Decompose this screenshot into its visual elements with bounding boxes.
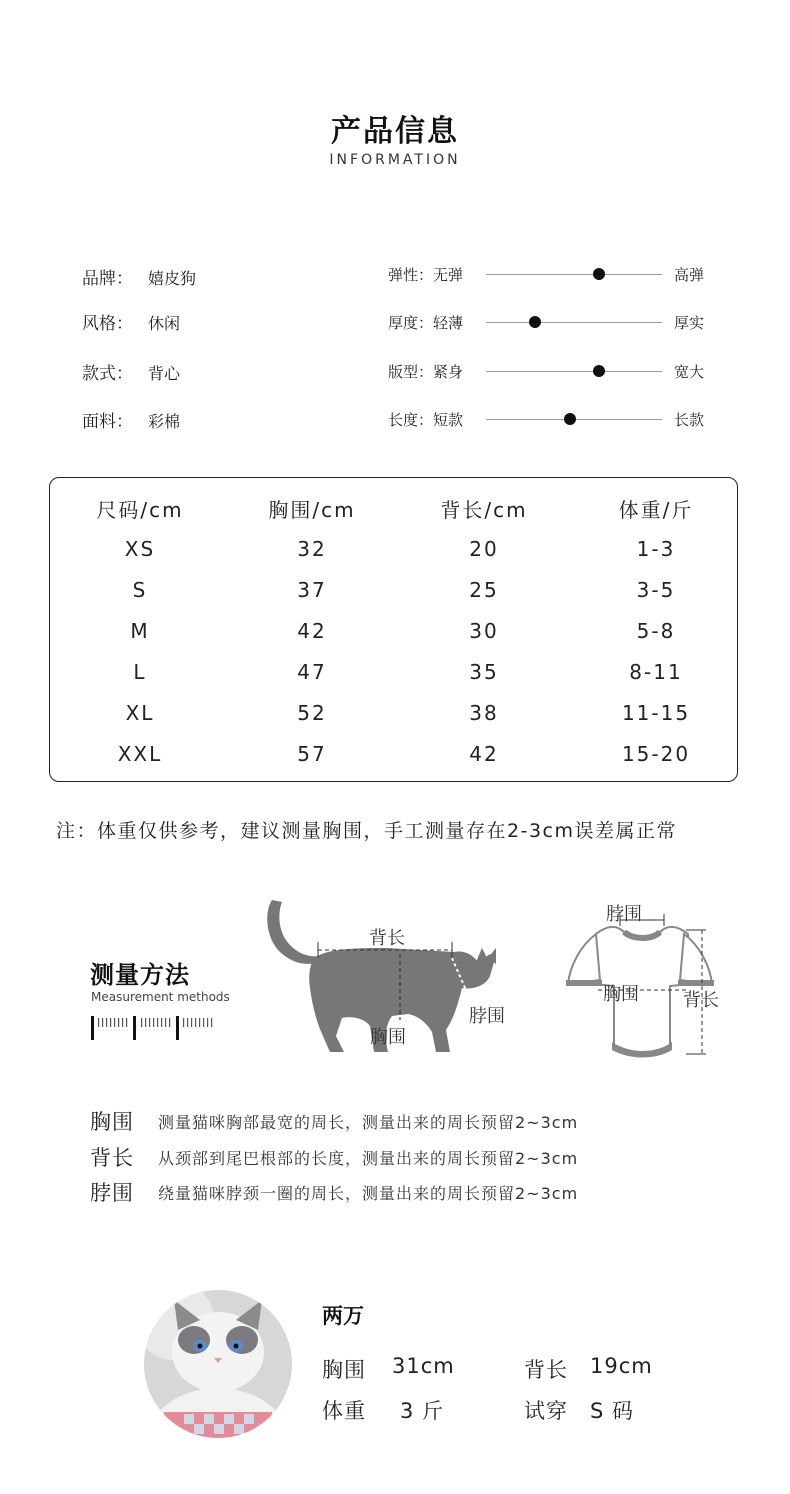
page-subtitle: INFORMATION	[329, 152, 461, 168]
model-chest-value: 31cm	[392, 1354, 455, 1378]
size-table-cell: XXL	[117, 742, 163, 766]
model-try-value: S 码	[590, 1399, 635, 1423]
size-table-header: 尺码/cm	[96, 498, 184, 522]
cat-chest-label: 胸围	[370, 1027, 406, 1048]
spec-value: 休闲	[148, 314, 181, 333]
model-chest-key: 胸围	[322, 1358, 366, 1382]
model-try-key: 试穿	[524, 1399, 568, 1423]
method-title: 测量方法	[90, 961, 190, 989]
attr-thickness-max: 厚实	[674, 314, 705, 332]
spec-style	[82, 309, 180, 334]
spec-key: 品牌：	[82, 269, 133, 289]
attr-fit-scale	[486, 371, 662, 372]
model-back-value: 19cm	[590, 1354, 653, 1378]
attr-fit-max: 宽大	[674, 363, 705, 381]
shirt-back-label: 背长	[683, 990, 719, 1011]
size-table-cell: 11-15	[621, 701, 691, 725]
spec-key: 风格：	[82, 314, 133, 334]
size-table-cell: XL	[125, 701, 155, 725]
ruler-icon	[91, 1014, 221, 1042]
attr-thickness-marker	[529, 316, 541, 328]
size-table-cell: 35	[469, 660, 499, 684]
size-table-cell: 1-3	[636, 537, 676, 561]
spec-key: 面料：	[82, 412, 133, 432]
spec-fabric	[82, 407, 180, 432]
size-table-cell: 25	[469, 578, 499, 602]
size-table-cell: 37	[297, 578, 327, 602]
desc-neck-text: 绕量猫咪脖颈一圈的周长，测量出来的周长预留2~3cm	[158, 1184, 579, 1203]
size-table-cell: 52	[297, 701, 327, 725]
model-cat-photo	[144, 1290, 292, 1438]
model-weight-key: 体重	[322, 1399, 366, 1423]
size-table-cell: 30	[469, 619, 499, 643]
size-table-cell: XS	[124, 537, 156, 561]
desc-neck-key: 脖围	[90, 1181, 134, 1205]
attr-elasticity-max: 高弹	[674, 266, 705, 284]
size-note: 注：体重仅供参考，建议测量胸围，手工测量存在2-3cm误差属正常	[56, 820, 677, 842]
spec-key: 款式：	[82, 364, 133, 384]
spec-type	[82, 359, 180, 384]
size-table-cell: L	[133, 660, 147, 684]
attr-thickness-scale	[486, 322, 662, 323]
attr-thickness-label: 厚度：轻薄	[388, 314, 464, 332]
size-table-cell: S	[132, 578, 148, 602]
size-table-cell: 5-8	[636, 619, 676, 643]
size-table-cell: 42	[297, 619, 327, 643]
spec-brand	[82, 264, 196, 289]
size-table-header: 体重/斤	[618, 498, 694, 522]
attr-fit-marker	[593, 365, 605, 377]
desc-chest-key: 胸围	[90, 1110, 134, 1134]
desc-chest-text: 测量猫咪胸部最宽的周长，测量出来的周长预留2~3cm	[158, 1113, 579, 1132]
size-table-cell: 15-20	[621, 742, 691, 766]
desc-back-key: 背长	[90, 1146, 134, 1170]
model-weight-value: 3 斤	[400, 1399, 445, 1423]
cat-back-label: 背长	[369, 928, 405, 949]
cat-neck-label: 脖围	[469, 1006, 505, 1027]
size-table-cell: 20	[469, 537, 499, 561]
spec-value: 彩棉	[148, 412, 181, 431]
desc-back-text: 从颈部到尾巴根部的长度，测量出来的周长预留2~3cm	[158, 1149, 579, 1168]
size-table-cell: 42	[469, 742, 499, 766]
size-table-header: 胸围/cm	[268, 498, 356, 522]
attr-length-label: 长度：短款	[388, 411, 464, 429]
attr-elasticity-marker	[593, 268, 605, 280]
model-back-key: 背长	[524, 1358, 568, 1382]
attr-elasticity-scale	[486, 274, 662, 275]
model-name: 两万	[322, 1304, 364, 1328]
shirt-neck-label: 脖围	[606, 904, 642, 925]
size-table-header: 背长/cm	[440, 498, 528, 522]
size-table-cell: M	[130, 619, 150, 643]
shirt-chest-label: 胸围	[603, 984, 639, 1005]
attr-fit-label: 版型：紧身	[388, 363, 464, 381]
size-table-cell: 32	[297, 537, 327, 561]
attr-length-marker	[564, 413, 576, 425]
attr-length-max: 长款	[674, 411, 705, 429]
spec-value: 嬉皮狗	[148, 269, 197, 288]
spec-value: 背心	[148, 364, 181, 383]
size-table-cell: 3-5	[636, 578, 676, 602]
size-table-cell: 38	[469, 701, 499, 725]
size-table-cell: 8-11	[629, 660, 683, 684]
size-table-cell: 47	[297, 660, 327, 684]
attr-elasticity-label: 弹性：无弹	[388, 266, 464, 284]
size-table-cell: 57	[297, 742, 327, 766]
method-subtitle: Measurement methods	[91, 990, 230, 1004]
page-title: 产品信息	[331, 114, 459, 149]
